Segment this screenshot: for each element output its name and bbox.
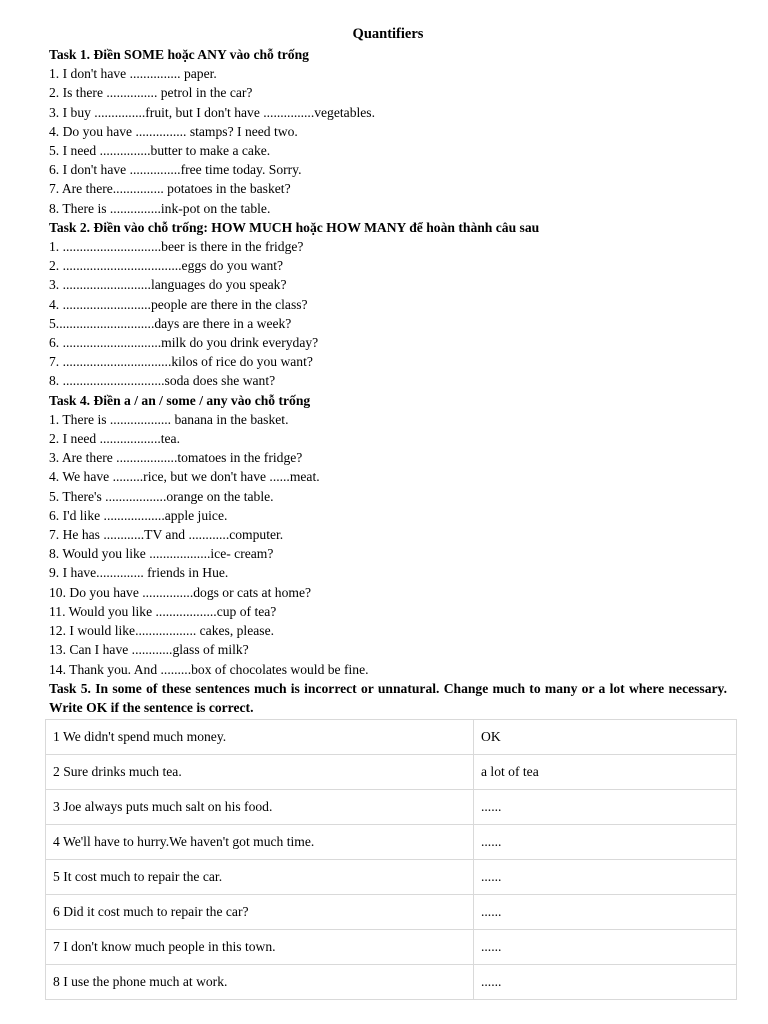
task1-item: 5. I need ...............butter to make a cake. xyxy=(49,143,271,159)
task1-item: 4. Do you have ............... stamps? I need two. xyxy=(49,123,298,139)
task5-heading: Task 5. In some of these sentences much is incorrect or unnatural. Change much to many or a lot where necessary. Write OK if the sentence is correct. xyxy=(49,680,727,715)
sentence-cell: 8 I use the phone much at work. xyxy=(46,965,474,1000)
sentence-cell: 6 Did it cost much to repair the car? xyxy=(46,895,474,930)
task4-item: 4. We have .........rice, but we don't have ......meat. xyxy=(49,469,320,485)
table-row xyxy=(46,790,737,825)
task2-item: 3. ..........................languages do you speak? xyxy=(49,277,287,293)
task4-item: 3. Are there ..................tomatoes in the fridge? xyxy=(49,450,303,466)
task4-item: 10. Do you have ...............dogs or cats at home? xyxy=(49,584,312,600)
table-row xyxy=(46,965,737,1000)
task5-table xyxy=(45,719,737,1000)
task4-item: 2. I need ..................tea. xyxy=(49,431,180,447)
task4-item: 9. I have.............. friends in Hue. xyxy=(49,565,229,581)
task1-item: 3. I buy ...............fruit, but I don't have ...............vegetables. xyxy=(49,104,375,120)
task1-item: 6. I don't have ...............free time today. Sorry. xyxy=(49,162,302,178)
table-row xyxy=(46,825,737,860)
answer-cell: ...... xyxy=(474,860,737,895)
table-row xyxy=(46,860,737,895)
task1-item: 8. There is ...............ink-pot on the table. xyxy=(49,200,271,216)
table-row xyxy=(46,720,737,755)
task4-item: 13. Can I have ............glass of milk? xyxy=(49,642,249,658)
answer-cell: OK xyxy=(474,720,737,755)
task1-heading: Task 1. Điền SOME hoặc ANY vào chỗ trống xyxy=(49,47,309,62)
task2-item: 6. .............................milk do you drink everyday? xyxy=(49,335,319,351)
table-row xyxy=(46,755,737,790)
task4-item: 12. I would like.................. cakes, please. xyxy=(49,623,275,639)
page-title: Quantifiers xyxy=(352,26,424,42)
sentence-cell: 4 We'll have to hurry.We haven't got much time. xyxy=(46,825,474,860)
task4-item: 14. Thank you. And .........box of chocolates would be fine. xyxy=(49,661,369,677)
answer-cell: ...... xyxy=(474,965,737,1000)
task2-item: 7. ................................kilos of rice do you want? xyxy=(49,354,313,370)
answer-cell: ...... xyxy=(474,825,737,860)
answer-cell: ...... xyxy=(474,930,737,965)
answer-cell: a lot of tea xyxy=(474,755,737,790)
task4-item: 6. I'd like ..................apple juice. xyxy=(49,507,228,523)
sentence-cell: 2 Sure drinks much tea. xyxy=(46,755,474,790)
sentence-cell: 7 I don't know much people in this town. xyxy=(46,930,474,965)
worksheet-content xyxy=(49,45,727,717)
task1-item: 2. Is there ............... petrol in the car? xyxy=(49,85,253,101)
task4-item: 8. Would you like ..................ice- cream? xyxy=(49,546,274,562)
task2-item: 4. ..........................people are there in the class? xyxy=(49,296,308,312)
task4-item: 1. There is .................. banana in the basket. xyxy=(49,411,289,427)
task4-heading: Task 4. Điền a / an / some / any vào chỗ trống xyxy=(49,392,311,408)
answer-cell: ...... xyxy=(474,895,737,930)
task2-item: 5.............................days are there in a week? xyxy=(49,315,292,331)
sentence-cell: 5 It cost much to repair the car. xyxy=(46,860,474,895)
task2-item: 8. ..............................soda does she want? xyxy=(49,373,276,389)
task2-heading: Task 2. Điền vào chỗ trống: HOW MUCH hoặc HOW MANY để hoàn thành câu sau xyxy=(49,219,540,235)
task4-item: 11. Would you like ..................cup of tea? xyxy=(49,603,277,619)
task4-item: 7. He has ............TV and ............computer. xyxy=(49,527,284,543)
table-row xyxy=(46,930,737,965)
task2-item: 1. .............................beer is there in the fridge? xyxy=(49,239,304,255)
task4-item: 5. There's ..................orange on the table. xyxy=(49,488,274,504)
table-row xyxy=(46,895,737,930)
answer-cell: ...... xyxy=(474,790,737,825)
task1-item: 1. I don't have ............... paper. xyxy=(49,66,217,82)
task2-item: 2. ...................................eggs do you want? xyxy=(49,258,284,274)
sentence-cell: 1 We didn't spend much money. xyxy=(46,720,474,755)
task1-item: 7. Are there............... potatoes in the basket? xyxy=(49,181,291,197)
sentence-cell: 3 Joe always puts much salt on his food. xyxy=(46,790,474,825)
